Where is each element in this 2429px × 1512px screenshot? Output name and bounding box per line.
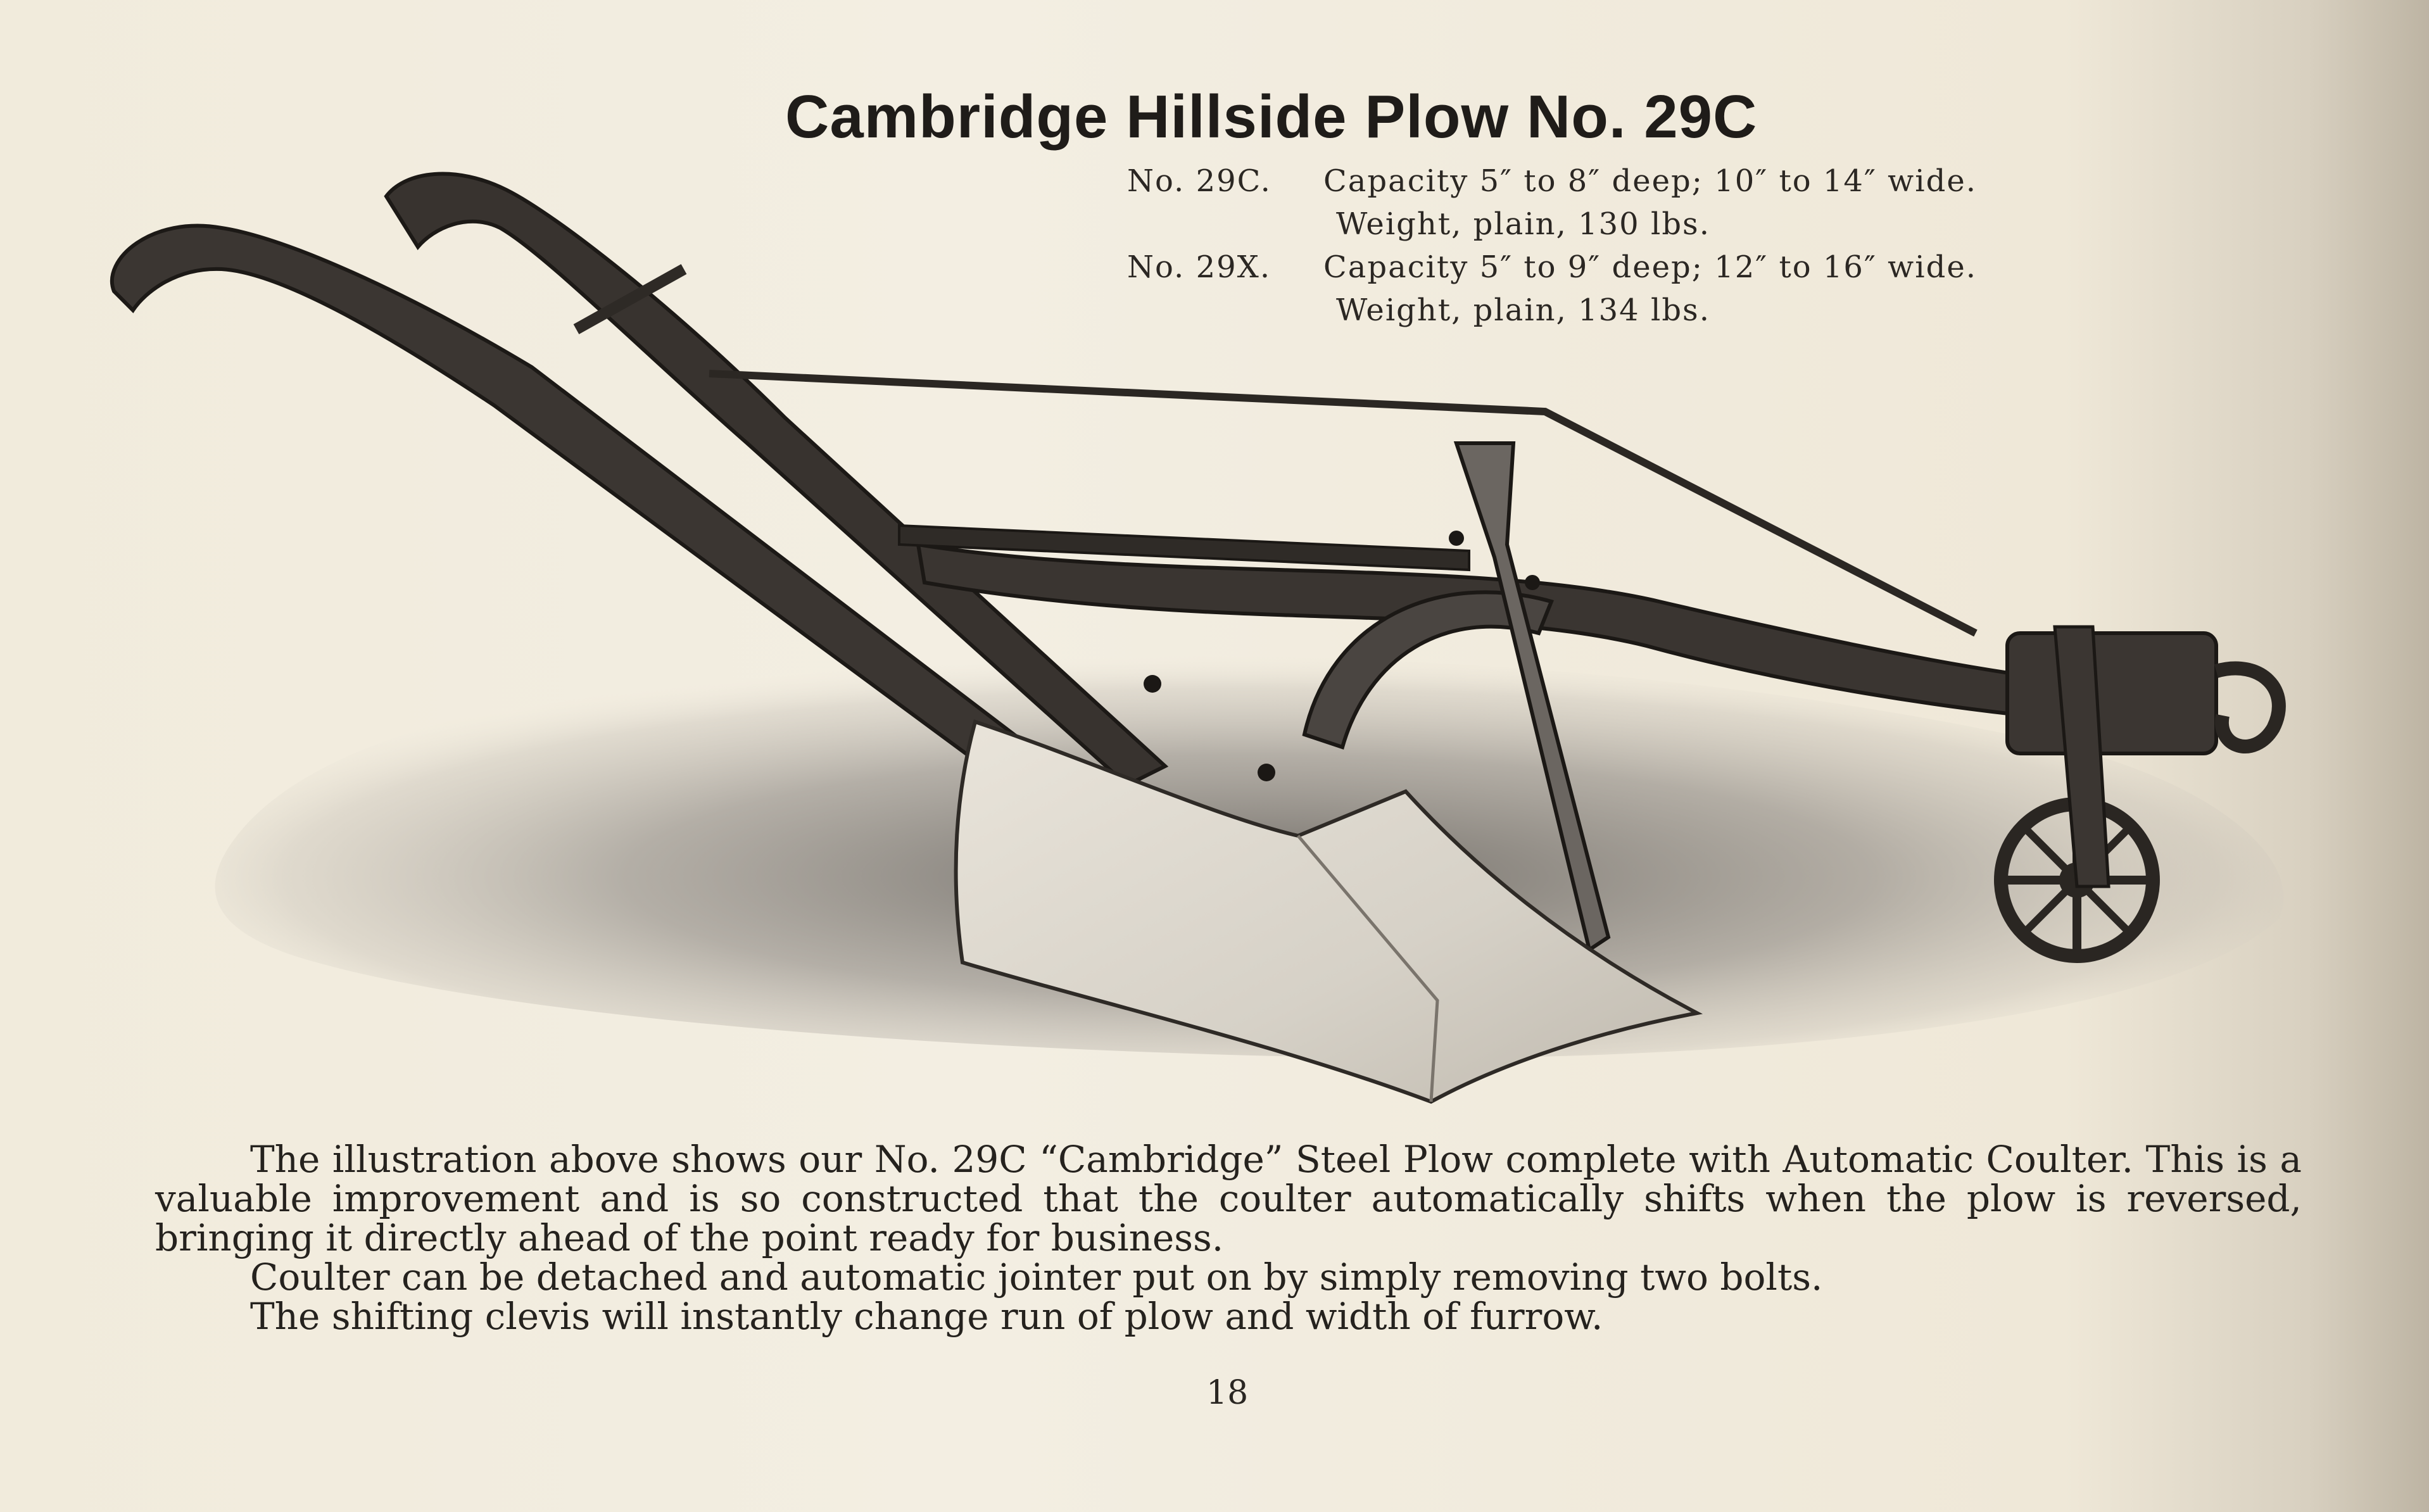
page-number: 18 xyxy=(1206,1374,1249,1412)
spec-weight: Weight, plain, 130 lbs. xyxy=(1336,206,1710,242)
spec-weight: Weight, plain, 134 lbs. xyxy=(1336,293,1710,328)
page-title: Cambridge Hillside Plow No. 29C xyxy=(785,83,1758,151)
spec-capacity: Capacity 5″ to 9″ deep; 12″ to 16″ wide. xyxy=(1323,249,1977,285)
description-paragraph: The shifting clevis will instantly change run of plow and width of furrow. xyxy=(250,1295,1603,1338)
description-text xyxy=(155,1140,2302,1336)
hitch-block xyxy=(2007,633,2216,753)
spec-model: No. 29X. xyxy=(1127,249,1271,285)
description-paragraph: The illustration above shows our No. 29C “Cambridge” Steel Plow complete with Automatic Coulter. This is a valuable improvement and is so constructed that the coulter automatically shifts when the plow is reversed, bringing it directly ahead of the point ready for business. xyxy=(155,1138,2302,1259)
spec-model: No. 29C. xyxy=(1127,163,1271,199)
clevis-hook xyxy=(2216,669,2279,747)
description-paragraph: Coulter can be detached and automatic jointer put on by simply removing two bolts. xyxy=(250,1256,1823,1299)
spec-capacity: Capacity 5″ to 8″ deep; 10″ to 14″ wide. xyxy=(1323,163,1977,199)
plow-illustration xyxy=(76,101,2381,1140)
